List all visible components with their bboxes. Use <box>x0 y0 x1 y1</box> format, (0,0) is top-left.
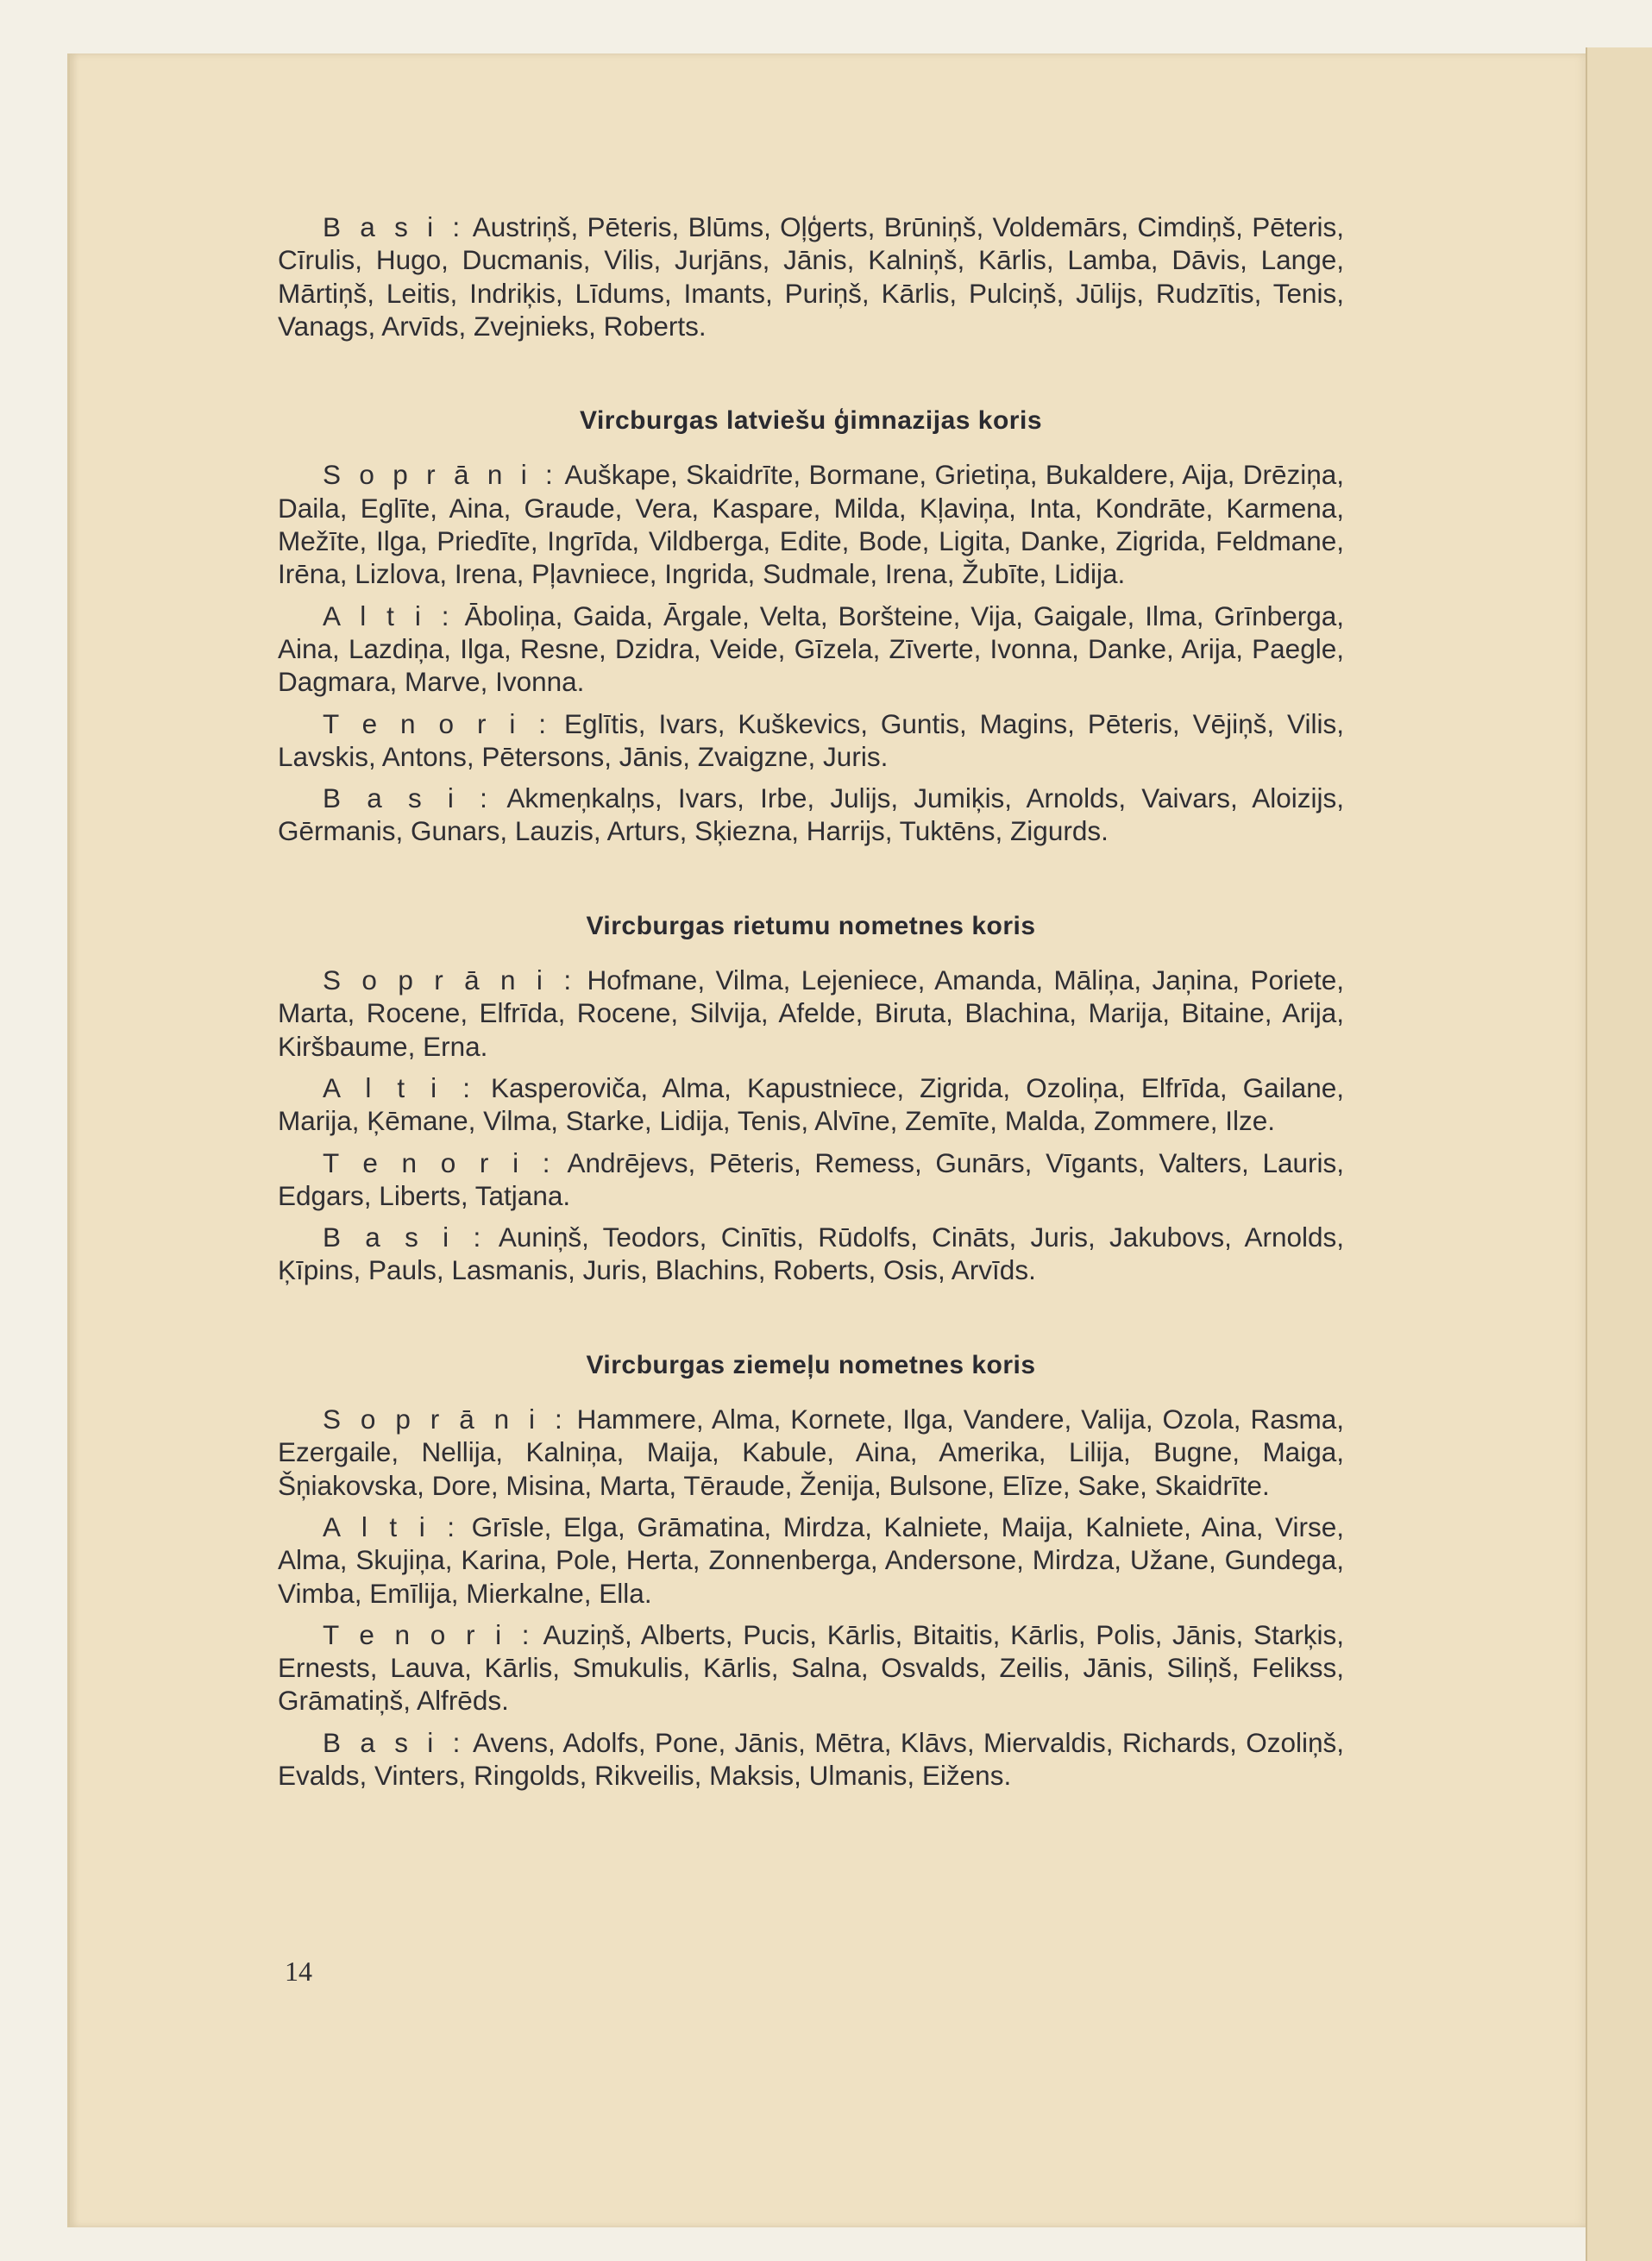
section-title: Vircburgas rietumu nometnes koris <box>586 911 1036 940</box>
page-content <box>278 210 1344 1800</box>
voice-names: Avens, Adolfs, Pone, Jānis, Mētra, Klāvs, Miervaldis, Richards, Ozoliņš, Evalds, Vinters, Ringolds, Rikveilis, Maksis, Ulmanis, Eižens. <box>278 1726 1345 1791</box>
voice-label: A l t i : <box>323 1510 461 1542</box>
voice-names: Auniņš, Teodors, Cinītis, Rūdolfs, Cināts, Juris, Jakubovs, Arnolds, Ķīpins, Pauls, Lasmanis, Juris, Blachins, Roberts, Osis, Arvīds. <box>278 1222 1345 1286</box>
voice-label: S o p r ā n i : <box>323 459 558 491</box>
voice-label: T e n o r i : <box>323 1146 556 1178</box>
tenori-paragraph <box>278 707 1344 774</box>
voice-names: Auškape, Skaidrīte, Bormane, Grietiņa, Bukaldere, Aija, Drēziņa, Daila, Eglīte, Aina, Graude, Vera, Kaspare, Milda, Kļaviņa, Inta, Kondrāte, Karmena, Mežīte, Ilga, Priedīte, Ingrīda, Vildberga, Edite, Bode, Ligita, Danke, Zigrida, Feldmane, Irēna, Lizlova, Irena, Pļavniece, Ingrida, Sudmale, Irena, Žubīte, Lidija. <box>278 459 1345 590</box>
voice-names: Grīsle, Elga, Grāmatina, Mirdza, Kalniete, Maija, Kalniete, Aina, Virse, Alma, Skujiņa, Karina, Pole, Herta, Zonnenberga, Andersone, Mirdza, Užane, Gundega, Vimba, Emīlija, Mierkalne, Ella. <box>278 1510 1344 1609</box>
basi-paragraph <box>278 1726 1344 1793</box>
basi-paragraph <box>278 1221 1344 1287</box>
voice-label: B a s i : <box>323 1726 466 1758</box>
alti-paragraph <box>278 600 1344 699</box>
voice-names: Āboliņa, Gaida, Ārgale, Velta, Boršteine, Vija, Gaigale, Ilma, Grīnberga, Aina, Lazdiņa, Ilga, Resne, Dzidra, Veide, Gīzela, Zīverte, Ivonna, Danke, Arija, Paegle, Dagmara, Marve, Ivonna. <box>278 600 1344 698</box>
voice-names: Austriņš, Pēteris, Blūms, Oļģerts, Brūniņš, Voldemārs, Cimdiņš, Pēteris, Cīrulis, Hugo, Ducmanis, Vilis, Jurjāns, Jānis, Kalniņš, Kārlis, Lamba, Dāvis, Lange, Mārtiņš, Leitis, Indriķis, Līdums, Imants, Puriņš, Kārlis, Pulciņš, Jūlijs, Rudzītis, Tenis, Vanags, Arvīds, Zvejnieks, Roberts. <box>278 211 1344 342</box>
voice-label: B a s i : <box>323 782 493 814</box>
voice-names: Auziņš, Alberts, Pucis, Kārlis, Bitaitis, Kārlis, Polis, Jānis, Starķis, Ernests, Lauva, Kārlis, Smukulis, Kārlis, Salna, Osvalds, Zeilis, Jānis, Siliņš, Felikss, Grāmatiņš, Alfrēds. <box>278 1618 1344 1717</box>
alti-paragraph <box>278 1071 1344 1138</box>
voice-label: S o p r ā n i : <box>323 964 577 996</box>
section-title: Vircburgas ziemeļu nometnes koris <box>586 1350 1036 1379</box>
voice-label: S o p r ā n i : <box>323 1404 568 1435</box>
voice-names: Kasperoviča, Alma, Kapustniece, Zigrida, Ozoliņa, Elfrīda, Gailane, Marija, Ķēmane, Vilma, Starke, Lidija, Tenis, Alvīne, Zemīte, Malda, Zommere, Ilze. <box>278 1071 1344 1137</box>
basi-paragraph <box>278 210 1344 342</box>
voice-names: Hofmane, Vilma, Lejeniece, Amanda, Māliņa, Jaņina, Poriete, Marta, Rocene, Elfrīda, Rocene, Silvija, Afelde, Biruta, Blachina, Marija, Bitaine, Arija, Kiršbaume, Erna. <box>278 964 1345 1062</box>
voice-names: Andrējevs, Pēteris, Remess, Gunārs, Vīgants, Valters, Lauris, Edgars, Liberts, Tatjana. <box>278 1146 1344 1211</box>
tenori-paragraph <box>278 1146 1344 1213</box>
soprani-paragraph <box>278 458 1344 590</box>
voice-label: T e n o r i : <box>323 1618 535 1650</box>
voice-label: T e n o r i : <box>323 707 552 739</box>
voice-names: Hammere, Alma, Kornete, Ilga, Vandere, Valija, Ozola, Rasma, Ezergaile, Nellija, Kalniņa, Maija, Kabule, Aina, Amerika, Lilija, Bugne, Maiga, Šņiakovska, Dore, Misina, Marta, Tēraude, Ženija, Bulsone, Elīze, Sake, Skaidrīte. <box>278 1404 1344 1501</box>
voice-label: B a s i : <box>323 211 466 242</box>
voice-names: Eglītis, Ivars, Kuškevics, Guntis, Magins, Pēteris, Vējiņš, Vilis, Lavskis, Antons, Pētersons, Jānis, Zvaigzne, Juris. <box>278 707 1344 772</box>
section-title: Vircburgas latviešu ģimnazijas koris <box>580 406 1042 436</box>
alti-paragraph <box>278 1510 1344 1610</box>
tenori-paragraph <box>278 1618 1344 1718</box>
adjacent-page-edge <box>1586 47 1652 2261</box>
voice-label: A l t i : <box>323 1071 475 1103</box>
basi-paragraph <box>278 782 1344 848</box>
voice-label: A l t i : <box>323 600 455 631</box>
page-number: 14 <box>285 1956 312 1987</box>
voice-label: B a s i : <box>323 1222 487 1253</box>
soprani-paragraph <box>278 964 1344 1063</box>
soprani-paragraph <box>278 1403 1344 1502</box>
voice-names: Akmeņkalņs, Ivars, Irbe, Julijs, Jumiķis, Arnolds, Vaivars, Aloizijs, Gērmanis, Gunars, Lauzis, Arturs, Sķiezna, Harrijs, Tuktēns, Zigurds. <box>278 782 1344 847</box>
